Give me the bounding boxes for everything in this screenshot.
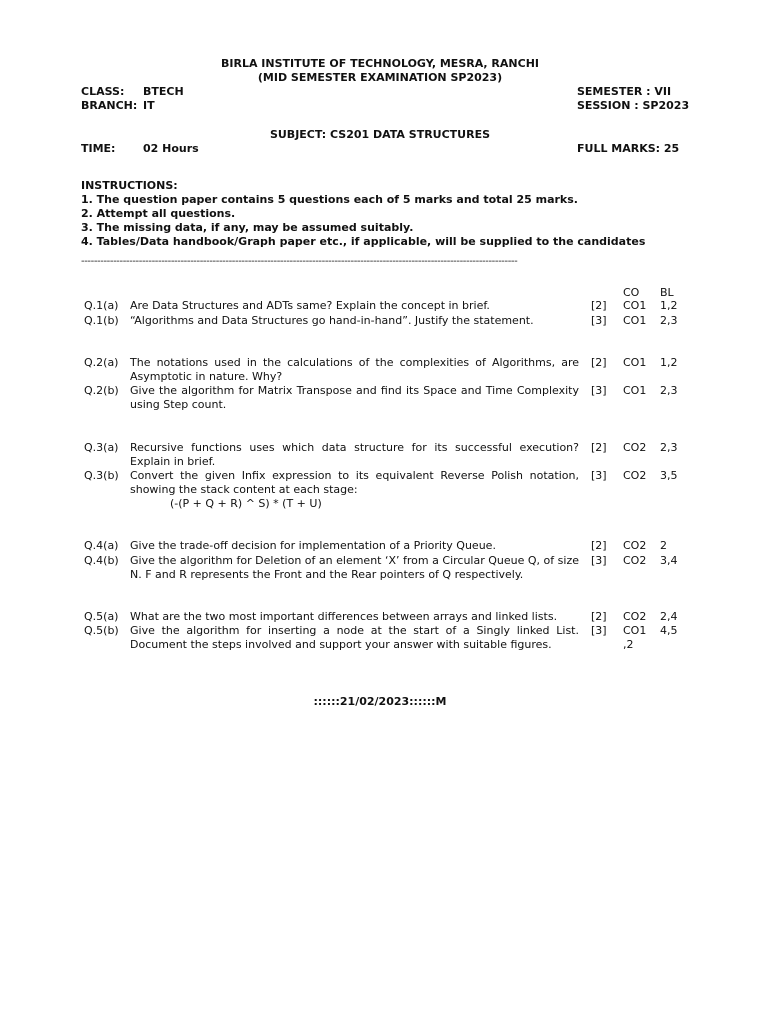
question-text: Give the trade-off decision for implementation of a Priority Queue. [130, 539, 496, 552]
instruction-item: 4. Tables/Data handbook/Graph paper etc., if applicable, will be supplied to the candidates [81, 235, 646, 248]
question-bl: 2,3 [660, 314, 678, 327]
separator-line: ---------------------------------------------------------------------------------------------------------------------------------------- [81, 256, 518, 267]
question-text: Convert the given Infix expression to its equivalent Reverse Polish notation, showing the stack content at each stage: [130, 469, 579, 496]
branch-label: BRANCH: [81, 99, 138, 112]
session: SESSION : SP2023 [577, 99, 690, 112]
question-co: CO2 [623, 554, 647, 567]
instructions-title: INSTRUCTIONS: [81, 179, 178, 192]
question-bl: 2,3 [660, 384, 678, 397]
question-number: Q.4(b) [84, 554, 119, 567]
question-text: Give the algorithm for inserting a node at the start of a Singly linked List. Document the steps involved and support your answer with suitable figures. [130, 624, 579, 651]
exam-title: (MID SEMESTER EXAMINATION SP2023) [257, 71, 503, 84]
question-number: Q.1(a) [84, 299, 119, 312]
question-text: The notations used in the calculations of the complexities of Algorithms, are Asymptotic in nature. Why? [130, 356, 579, 383]
question-number: Q.2(a) [84, 356, 119, 369]
question-bl: 2 [660, 539, 667, 552]
question-marks: [2] [591, 610, 607, 623]
question-number: Q.5(b) [84, 624, 119, 637]
semester: SEMESTER : VII [577, 85, 672, 98]
question-co: CO1 [623, 314, 647, 327]
question-number: Q.4(a) [84, 539, 119, 552]
question-number: Q.5(a) [84, 610, 119, 623]
infix-expression: (-(P + Q + R) ^ S) * (T + U) [170, 497, 322, 510]
instruction-item: 2. Attempt all questions. [81, 207, 236, 220]
time-value: 02 Hours [143, 142, 199, 155]
question-bl: 2,3 [660, 441, 678, 454]
question-marks: [3] [591, 469, 607, 482]
question-co: CO1 [623, 299, 647, 312]
question-text: Give the algorithm for Matrix Transpose and find its Space and Time Complexity using Step count. [130, 384, 579, 411]
question-marks: [3] [591, 624, 607, 637]
question-bl: 3,4 [660, 554, 678, 567]
question-co: CO2 [623, 469, 647, 482]
time-label: TIME: [81, 142, 116, 155]
subject: SUBJECT: CS201 DATA STRUCTURES [269, 128, 491, 141]
question-marks: [2] [591, 441, 607, 454]
question-bl: 4,5 [660, 624, 678, 637]
question-bl: 3,5 [660, 469, 678, 482]
question-marks: [2] [591, 356, 607, 369]
question-text: “Algorithms and Data Structures go hand-in-hand”. Justify the statement. [130, 314, 534, 327]
question-co: CO2 [623, 610, 647, 623]
question-text: Recursive functions uses which data structure for its successful execution? Explain in brief. [130, 441, 579, 468]
question-number: Q.2(b) [84, 384, 119, 397]
footer-date: ::::::21/02/2023::::::M [313, 695, 447, 708]
question-text: Give the algorithm for Deletion of an element ‘X’ from a Circular Queue Q, of size N. F and R represents the Front and the Rear pointers of Q respectively. [130, 554, 579, 581]
question-text: What are the two most important differences between arrays and linked lists. [130, 610, 558, 623]
question-co: CO1 ,2 [623, 624, 647, 651]
branch-value: IT [143, 99, 155, 112]
question-marks: [3] [591, 384, 607, 397]
question-bl: 1,2 [660, 299, 678, 312]
co-column-header: CO [623, 286, 640, 299]
question-bl: 2,4 [660, 610, 678, 623]
question-number: Q.1(b) [84, 314, 119, 327]
question-number: Q.3(b) [84, 469, 119, 482]
institute-name: BIRLA INSTITUTE OF TECHNOLOGY, MESRA, RANCHI [221, 57, 539, 70]
question-marks: [3] [591, 314, 607, 327]
question-marks: [2] [591, 299, 607, 312]
instruction-item: 3. The missing data, if any, may be assumed suitably. [81, 221, 414, 234]
instruction-item: 1. The question paper contains 5 questions each of 5 marks and total 25 marks. [81, 193, 578, 206]
class-value: BTECH [143, 85, 184, 98]
question-co: CO1 [623, 384, 647, 397]
question-marks: [2] [591, 539, 607, 552]
full-marks: FULL MARKS: 25 [577, 142, 680, 155]
question-bl: 1,2 [660, 356, 678, 369]
question-number: Q.3(a) [84, 441, 119, 454]
question-co: CO2 [623, 441, 647, 454]
question-marks: [3] [591, 554, 607, 567]
question-co: CO1 [623, 356, 647, 369]
question-co: CO2 [623, 539, 647, 552]
bl-column-header: BL [660, 286, 674, 299]
class-label: CLASS: [81, 85, 125, 98]
question-text: Are Data Structures and ADTs same? Explain the concept in brief. [130, 299, 490, 312]
